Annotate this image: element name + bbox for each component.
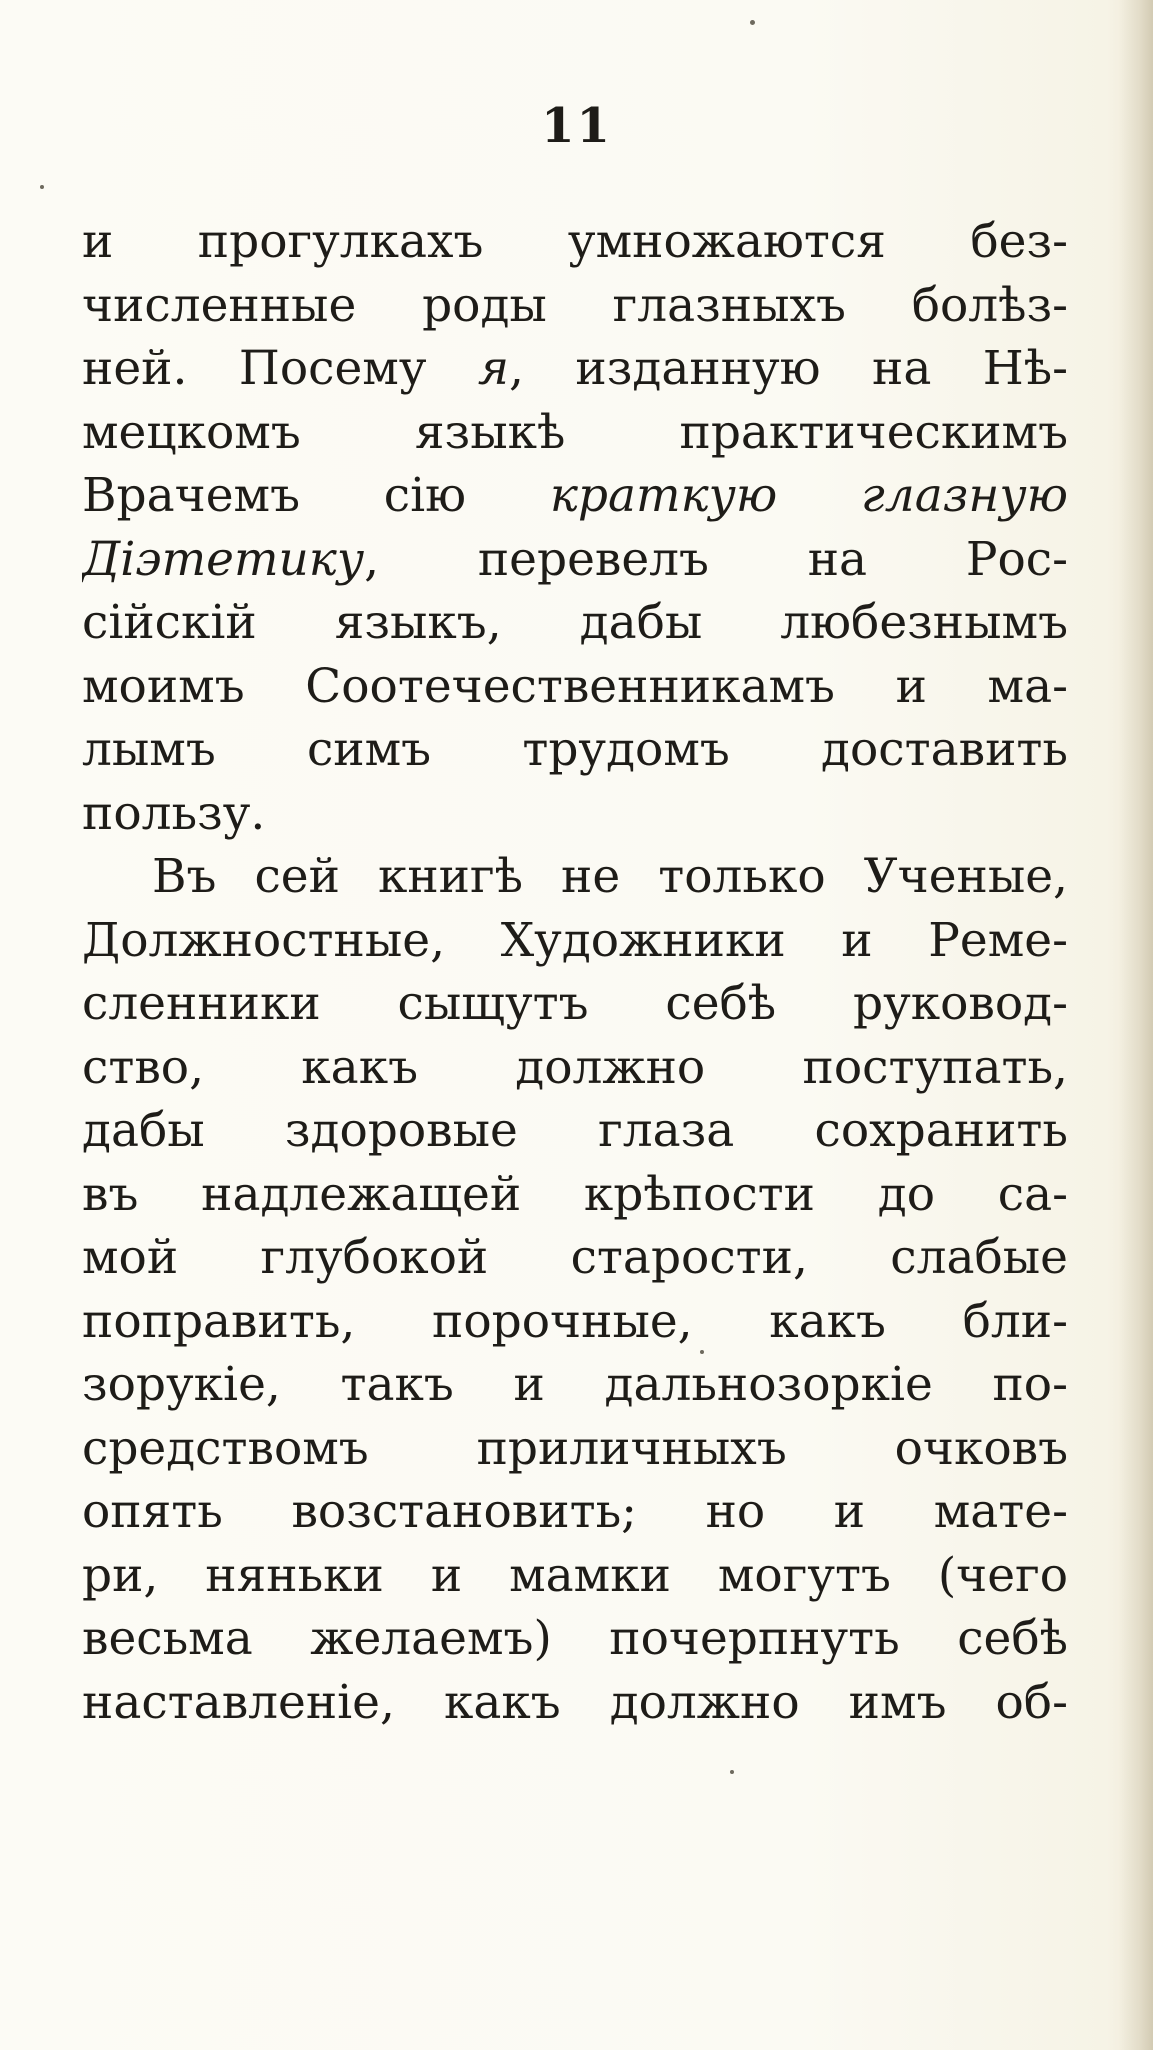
print-speck <box>700 1350 704 1354</box>
text-segment: поправить, порочные, какъ бли- <box>82 1293 1068 1349</box>
text-segment: средствомъ приличныхъ очковъ <box>82 1420 1068 1476</box>
text-segment: , перевелъ на Рос- <box>364 531 1068 587</box>
text-line <box>82 1544 1068 1608</box>
text-segment: пользу. <box>82 785 266 841</box>
text-line <box>82 591 1068 655</box>
page-number: 11 <box>541 98 612 154</box>
text-segment: весьма желаемъ) почерпнуть себѣ <box>82 1611 1068 1666</box>
text-line <box>82 655 1068 719</box>
text-line <box>82 845 1068 909</box>
text-segment: опять возстановить; но и мате- <box>82 1484 1068 1539</box>
page-edge-shadow <box>1119 0 1153 2050</box>
text-line <box>82 528 1068 592</box>
text-line <box>82 1290 1068 1354</box>
text-line <box>82 1163 1068 1227</box>
text-segment: ство, какъ должно поступать, <box>82 1039 1068 1095</box>
text-segment: лымъ симъ трудомъ доставить <box>82 722 1068 777</box>
text-line <box>82 337 1068 401</box>
text-line <box>82 1036 1068 1100</box>
text-line <box>82 1417 1068 1481</box>
text-segment: численные роды глазныхъ болѣз- <box>82 277 1068 333</box>
text-segment: наставленіе, какъ должно имъ об- <box>82 1674 1068 1730</box>
text-segment: мой глубокой старости, слабые <box>82 1230 1068 1285</box>
text-segment: ней. Посему <box>82 341 478 396</box>
body-text <box>82 210 1068 1734</box>
text-line <box>82 718 1068 782</box>
print-speck <box>730 1770 734 1774</box>
text-line <box>82 1607 1068 1671</box>
print-speck <box>750 20 755 25</box>
text-line <box>82 1671 1068 1735</box>
text-line <box>82 909 1068 973</box>
text-line <box>82 1480 1068 1544</box>
text-line <box>82 401 1068 465</box>
text-segment: Должностные, Художники и Реме- <box>82 912 1068 968</box>
print-speck <box>40 185 44 189</box>
text-segment: сленники сыщутъ себѣ руковод- <box>82 976 1068 1031</box>
text-line <box>82 274 1068 338</box>
text-segment: дабы здоровые глаза сохранить <box>82 1103 1068 1158</box>
text-line <box>82 464 1068 528</box>
text-segment: Въ сей книгѣ не только Ученые, <box>152 849 1068 904</box>
text-segment: ри, няньки и мамки могутъ (чего <box>82 1547 1068 1603</box>
text-segment: сійскій языкъ, дабы любезнымъ <box>82 595 1068 650</box>
text-segment: моимъ Соотечественникамъ и ма- <box>82 658 1068 714</box>
text-segment: зорукіе, такъ и дальнозоркіе по- <box>82 1357 1068 1412</box>
text-segment: , изданную на Нѣ- <box>509 341 1068 396</box>
italic-text: я <box>477 341 510 396</box>
italic-text: краткую глазную <box>549 468 1068 523</box>
text-line <box>82 1353 1068 1417</box>
text-segment: мецкомъ языкѣ практическимъ <box>82 404 1068 460</box>
text-line <box>82 782 1068 846</box>
text-line <box>82 1226 1068 1290</box>
text-line <box>82 210 1068 274</box>
text-segment: Врачемъ сію <box>82 468 550 523</box>
paragraph <box>82 210 1068 845</box>
paragraph <box>82 845 1068 1734</box>
text-segment: въ надлежащей крѣпости до са- <box>82 1166 1068 1222</box>
text-line <box>82 1099 1068 1163</box>
italic-text: Діэтетику <box>82 531 365 587</box>
text-segment: и прогулкахъ умножаются без- <box>82 214 1068 269</box>
text-line <box>82 972 1068 1036</box>
